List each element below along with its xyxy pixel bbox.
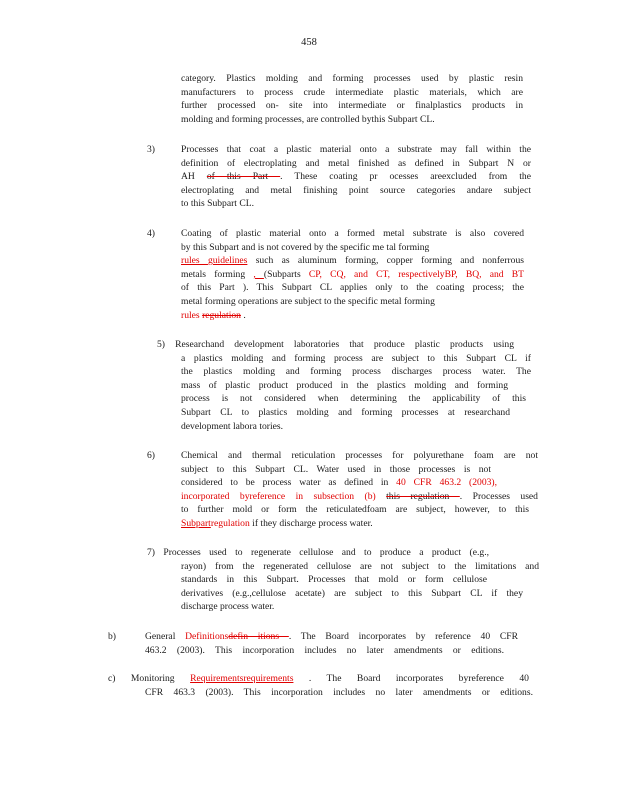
text-line: mass of plastic product produced in the plastics molding and forming [181,379,508,391]
item-5-heading: 5) Researchand development laboratories that produce plastic products using [157,339,514,350]
text-line: a plastics molding and forming process are subject to this Subpart CL if [181,352,531,364]
text-line: rayon) from the regenerated cellulose are not subject to the limitations and [181,560,539,572]
inserted-text: Definitions [185,631,229,642]
item-c-paragraph [108,672,533,699]
text-line: Processes that coat a plastic material onto a substrate may fall within the [181,144,531,155]
item-3-paragraph [181,143,531,211]
text-line: Coating of plastic material onto a formed metal substrate is also covered [181,228,524,239]
text-line: Subpartregulation if they discharge process water. [181,517,373,529]
item-4-number: 4) [147,228,155,239]
text-line: process is not considered when determining the applicability of this [181,393,526,405]
text-line: of this Part ). This Subpart CL applies only to the coating process; the [181,282,524,294]
deleted-text: this regulation [386,490,460,502]
item-6-number: 6) [147,450,155,461]
item-b-paragraph [145,630,530,657]
text-line: rules guidelines such as aluminum forming, copper forming and nonferrous [181,255,524,267]
text-line: subject to this Subpart CL. Water used in those processes is not [181,463,491,475]
text-line: Chemical and thermal reticulation processes for polyurethane foam are not [181,450,538,461]
changed-text: 40 CFR 463.2 (2003), [396,477,498,489]
changed-text: incorporated byreference in subsection (b) [181,490,387,502]
item-3-number: 3) [147,144,155,155]
continuation-paragraph [181,72,523,126]
page-number: 458 [301,37,317,48]
deleted-text: regulation [202,309,241,321]
inserted-text: rules [181,255,208,267]
text-line: by this Subpart and is not covered by the specific me tal forming [181,241,430,253]
item-6-paragraph [181,449,538,531]
text-line: metal forming operations are subject to the specific metal forming [181,295,435,307]
text-line: Subpart CL to plastics molding and forming processes at researchand [181,406,510,418]
item-c-label: c) Monitoring [108,673,191,684]
deleted-text: of this Part [206,171,281,183]
deleted-text: defin itions [228,631,289,642]
text-line: considered to be process water as defined in 40 CFR 463.2 (2003), [181,477,498,489]
text-line: further processed on- site into intermediate or finalplastics products in [181,100,523,112]
inserted-text: guidelines [207,255,248,267]
text-line: electroplating and metal finishing point source categories andare subject [181,184,531,196]
changed-text: CP, CQ, and CT, respectivelyBP, BQ, and BT [308,268,525,280]
item-7-heading: 7) Processes used to regenerate cellulose and to produce a product (e.g., [147,547,489,558]
inserted-text: rules [181,309,203,321]
text-line: molding and forming processes, are controlled bythis Subpart CL. [181,113,435,125]
inserted-text: , [253,268,264,280]
item-7-paragraph [147,546,539,614]
changed-text: regulation [210,517,250,529]
text-line: c) Monitoring Requirementsrequirements . The Board incorporates byreference 40 [108,673,529,684]
text-line: AH of this Part . These coating pr ocesses areexcluded from the [181,171,531,183]
text-line: discharge process water. [181,601,275,613]
item-b-label: b) [108,631,116,642]
text-line: definition of electroplating and metal finished as defined in Subpart N or [181,157,531,169]
text-line: 463.2 (2003). This incorporation includes no later amendments or editions. [145,644,504,656]
text-line: General Definitionsdefin itions . The Board incorporates by reference 40 CFR [145,631,518,642]
text-line: incorporated byreference in subsection (b) this regulation . Processes used [181,490,538,502]
inserted-text: Subpart [181,517,211,529]
item-4-paragraph [181,227,524,322]
text-line: metals forming , (Subparts CP, CQ, and CT, respectivelyBP, BQ, and BT [181,268,525,280]
text-line: rules regulation . [181,309,246,321]
text-line: category. Plastics molding and forming processes used by plastic resin [181,73,523,84]
item-5-paragraph [157,338,531,433]
text-line: derivatives (e.g.,cellulose acetate) are subject to this Subpart CL if they [181,587,523,599]
text-line: CFR 463.3 (2003). This incorporation includes no later amendments or editions. [145,686,533,698]
inserted-text: Requirementsrequirements [190,673,294,684]
text-line: the plastics molding and forming process discharges process water. The [181,366,531,378]
text-line: to this Subpart CL. [181,198,255,210]
text-line: to further mold or form the reticulatedfoam are subject, however, to this [181,504,529,516]
text-line: manufacturers to process crude intermediate plastic materials, which are [181,86,523,98]
text-line: development labora tories. [181,420,284,432]
text-line: standards in this Subpart. Processes that mold or form cellulose [181,574,487,586]
